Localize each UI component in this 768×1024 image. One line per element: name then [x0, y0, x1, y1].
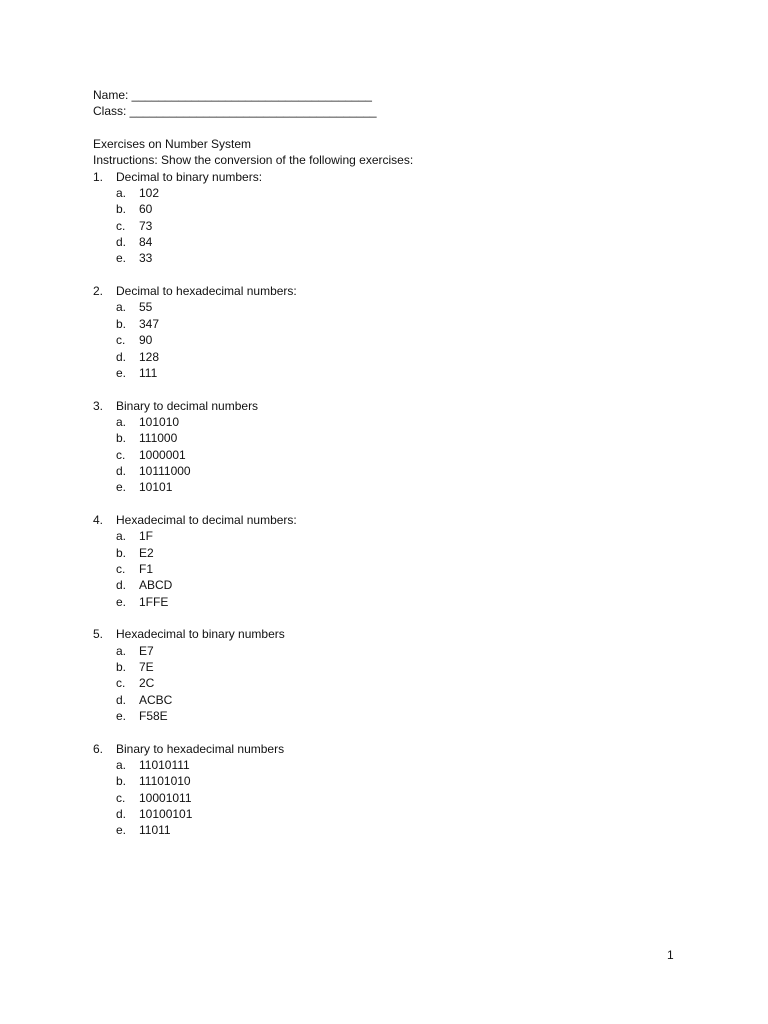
option-item	[93, 316, 693, 332]
option-item	[93, 201, 693, 217]
option-label: d.	[116, 235, 127, 250]
question-number: 1.	[93, 169, 104, 184]
option-value: E7	[139, 643, 154, 658]
option-label: a.	[116, 414, 127, 429]
option-label: d.	[116, 578, 127, 593]
option-item	[93, 528, 693, 544]
option-item	[93, 659, 693, 675]
option-value: 84	[139, 235, 153, 250]
question-text: Decimal to binary numbers:	[116, 169, 263, 184]
option-value: 11101010	[139, 774, 191, 789]
option-item	[93, 234, 693, 250]
option-label: d.	[116, 463, 127, 478]
option-label: e.	[116, 365, 127, 380]
option-value: 11010111	[139, 758, 190, 773]
option-label: e.	[116, 823, 127, 838]
option-item	[93, 430, 693, 446]
option-item	[93, 577, 693, 593]
option-item	[93, 773, 693, 789]
option-value: 128	[139, 349, 160, 364]
option-item	[93, 561, 693, 577]
question-item	[93, 741, 693, 757]
option-item	[93, 594, 693, 610]
option-item	[93, 757, 693, 773]
option-label: d.	[116, 349, 127, 364]
option-value: 111000	[139, 431, 178, 446]
question-text: Hexadecimal to decimal numbers:	[116, 512, 297, 527]
option-label: b.	[116, 431, 127, 446]
document-title: Exercises on Number System	[93, 137, 252, 152]
option-item	[93, 545, 693, 561]
question-number: 3.	[93, 398, 104, 413]
option-value: 1000001	[139, 447, 186, 462]
option-value: 7E	[139, 660, 154, 675]
instructions-text: Instructions: Show the conversion of the following exercises:	[93, 153, 414, 168]
option-label: c.	[116, 790, 126, 805]
question-number: 6.	[93, 741, 104, 756]
option-item	[93, 790, 693, 806]
option-value: 347	[139, 316, 160, 331]
question-item	[93, 169, 693, 185]
name-field-line: Name: ____________________________________	[93, 88, 372, 102]
option-label: c.	[116, 447, 126, 462]
option-item	[93, 675, 693, 691]
option-value: 10100101	[139, 807, 193, 822]
option-item	[93, 692, 693, 708]
option-value: E2	[139, 545, 154, 560]
option-item	[93, 185, 693, 201]
option-value: 55	[139, 300, 153, 315]
option-value: 111	[139, 365, 158, 380]
option-item	[93, 250, 693, 266]
option-label: b.	[116, 545, 127, 560]
option-value: 11011	[139, 823, 171, 838]
option-label: b.	[116, 660, 127, 675]
option-label: b.	[116, 316, 127, 331]
option-value: 33	[139, 251, 153, 266]
option-label: a.	[116, 758, 127, 773]
option-value: 10111000	[139, 463, 191, 478]
option-value: 102	[139, 186, 160, 201]
option-label: e.	[116, 709, 127, 724]
question-number: 2.	[93, 284, 104, 299]
question-item	[93, 512, 693, 528]
option-item	[93, 479, 693, 495]
option-label: d.	[116, 692, 127, 707]
question-item	[93, 283, 693, 299]
option-item	[93, 822, 693, 838]
option-item	[93, 708, 693, 724]
question-number: 4.	[93, 512, 104, 527]
option-value: F1	[139, 561, 154, 576]
option-item	[93, 463, 693, 479]
option-item	[93, 643, 693, 659]
spacer	[93, 120, 693, 136]
option-label: a.	[116, 643, 127, 658]
option-item	[93, 299, 693, 315]
question-text: Binary to hexadecimal numbers	[116, 741, 285, 756]
option-value: 73	[139, 218, 153, 233]
option-value: 10101	[139, 480, 173, 495]
option-item	[93, 365, 693, 381]
document-body	[93, 87, 693, 839]
option-item	[93, 332, 693, 348]
question-text: Binary to decimal numbers	[116, 398, 259, 413]
option-value: ABCD	[139, 578, 173, 593]
question-text: Hexadecimal to binary numbers	[116, 627, 285, 642]
class-field-line: Class: _____________________________________	[93, 104, 377, 119]
option-label: e.	[116, 480, 127, 495]
question-list	[93, 169, 693, 839]
spacer	[93, 610, 693, 626]
option-label: c.	[116, 333, 126, 348]
option-value: 1FFE	[139, 594, 169, 609]
spacer	[93, 496, 693, 512]
spacer	[93, 267, 693, 283]
page-number: 1	[667, 948, 674, 962]
option-value: 101010	[139, 414, 180, 429]
option-value: 60	[139, 202, 153, 217]
option-item	[93, 806, 693, 822]
option-label: b.	[116, 202, 127, 217]
option-item	[93, 414, 693, 430]
spacer	[93, 381, 693, 397]
option-label: e.	[116, 594, 127, 609]
option-value: ACBC	[139, 692, 173, 707]
option-label: c.	[116, 561, 126, 576]
option-value: 10001011	[139, 790, 192, 805]
option-label: a.	[116, 186, 127, 201]
option-value: 2C	[139, 676, 155, 691]
option-label: d.	[116, 807, 127, 822]
question-item	[93, 626, 693, 642]
question-number: 5.	[93, 627, 104, 642]
option-label: a.	[116, 300, 127, 315]
option-item	[93, 447, 693, 463]
option-value: 1F	[139, 529, 154, 544]
option-label: c.	[116, 218, 126, 233]
option-value: 90	[139, 333, 153, 348]
option-item	[93, 349, 693, 365]
spacer	[93, 724, 693, 740]
option-label: c.	[116, 676, 126, 691]
option-label: a.	[116, 529, 127, 544]
option-item	[93, 218, 693, 234]
question-text: Decimal to hexadecimal numbers:	[116, 284, 297, 299]
option-label: e.	[116, 251, 127, 266]
question-item	[93, 398, 693, 414]
option-value: F58E	[139, 709, 168, 724]
option-label: b.	[116, 774, 127, 789]
